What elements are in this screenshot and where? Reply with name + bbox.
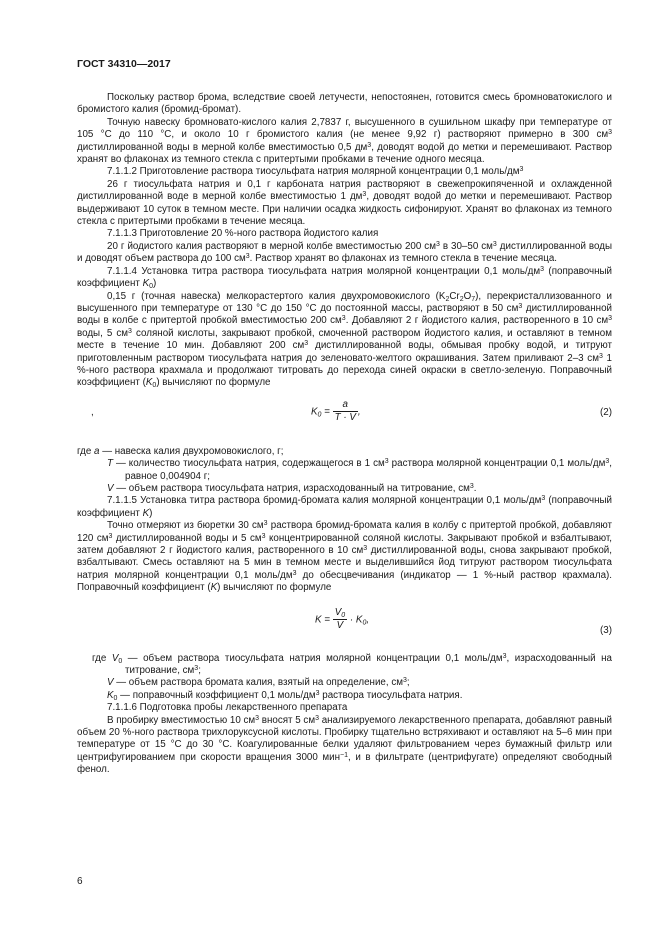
formula-2: , $K_0$ = $\frac{a}{T \cdot V}$ , (2) xyxy=(91,398,612,424)
section-7-1-1-3-title: 7.1.1.3 Приготовление 20 %-ного раствора йодистого калия xyxy=(107,228,379,240)
section-7-1-1-6-title: 7.1.1.6 Подготовка пробы лекарственного препарата xyxy=(107,702,348,714)
page-number: 6 xyxy=(77,876,83,887)
legend-v: V — объем раствора тиосульфата натрия, израсходованный на титрование, $см^3$. xyxy=(107,482,477,494)
legend-v-bromate: V — объем раствора бромата калия, взятый на определение, $см^3$; xyxy=(107,677,410,689)
document-body xyxy=(77,92,612,777)
standard-header: ГОСТ 34310—2017 xyxy=(77,58,171,70)
section-7-1-1-2-title: 7.1.1.2 Приготовление раствора тиосульфата натрия молярной концентрации 0,1 моль/$дм^3$ xyxy=(107,166,524,178)
formula-3-number: (3) xyxy=(600,624,612,636)
formula-2-number: (2) xyxy=(600,406,612,418)
paragraph-sample-prep: В пробирку вместимостью 10 $см^3$ вносят 5 $см^3$ анализируемого лекарственного препарата, добавляют равный объем 20 %-ного раствора трихлоруксусной кислоты. Пробирку тщательно встряхивают и оставляют на 5–6 мин при температуре от 15 °С до 30 °С. Коагулированные белки удаляют фильтрованием через бумажный фильтр или центрифугированием при скорости вращения 3000 мин$^{-1}$, и в фильтрате (центрифугате) определяют свободный фенол. xyxy=(77,714,613,776)
section-7-1-1-5-title: 7.1.1.5 Установка титра раствора бромид-бромата калия молярной концентрации 0,1 моль/$дм^3$ (поправочный коэффициент K) xyxy=(77,495,612,519)
paragraph-intro: Поскольку раствор брома, вследствие своей летучести, непостоянен, готовится смесь бромноватокислого и бромистого калия (бромид-бромат). xyxy=(77,92,612,116)
legend-a: где a — навеска калия двухромовокислого, г; xyxy=(77,445,284,457)
paragraph-thiosulfate: 26 г тиосульфата натрия и 0,1 г карбоната натрия растворяют в свежепрокипяченной и охлажденной дистиллированной воде в мерной колбе вместимостью 1 $дм^3$, доводят водой до метки и перемешивают. Раствор выдерживают 10 суток в темном месте. При наличии осадка жидкость сифонируют. Хранят во флаконах из темного стекла с притертыми пробками в течение месяца. xyxy=(77,178,612,228)
legend-t: T — количество тиосульфата натрия, содержащегося в 1 $см^3$ раствора молярной концентрации 0,1 моль/$дм^3$, равное 0,004904 г; xyxy=(107,458,612,482)
formula-3: K = $\frac{V_0}{V}$ · $K_0$, (3) xyxy=(315,606,612,636)
paragraph-potassium-iodide: 20 г йодистого калия растворяют в мерной колбе вместимостью 200 $см^3$ в 30–50 $см^3$ дистиллированной воды и доводят объем раствора до 100 $см^3$. Раствор хранят во флаконах из темного стекла в течение месяца. xyxy=(77,240,613,265)
legend-v0: где $V_0$ — объем раствора тиосульфата натрия молярной концентрации 0,1 моль/$дм^3$, израсходованный на титрование, $см^3$; xyxy=(92,652,612,677)
legend-k0: $K_0$ — поправочный коэффициент 0,1 моль/$дм^3$ раствора тиосульфата натрия. xyxy=(107,689,463,702)
paragraph-titration-dichromate: 0,15 г (точная навеска) мелкорастертого калия двухромовокислого $(K_2Cr_2O_7)$, перекристаллизованного и высушенного при температуре от 130 °С до 150 °С до постоянной массы, растворяют в 50 $см^3$ дистиллированной воды в колбе с притертой пробкой вместимостью 200 $см^3$. Добавляют 2 г йодистого калия, растворенного в 10 $см^3$ воды, 5 $см^3$ соляной кислоты, закрывают пробкой, смоченной раствором йодистого калия, и оставляют в темном месте в течение 10 мин. Добавляют 200 $см^3$ дистиллированной воды, обмывая пробку водой, и титруют приготовленным раствором тиосульфата натрия до зеленовато-желтого окрашивания. Затем приливают 2–3 $см^3$ 1 %-ного раствора крахмала и продолжают титровать до перехода синей окраски в светло-зеленую. Поправочный коэффициент $(K_0)$ вычисляют по формуле xyxy=(77,290,613,390)
section-7-1-1-4-title: 7.1.1.4 Установка титра раствора тиосульфата натрия молярной концентрации 0,1 моль/$дм^3$ (поправочный коэффициент $K_0$) xyxy=(77,265,613,291)
paragraph-bromide-bromate: Точную навеску бромновато-кислого калия 2,7837 г, высушенного в сушильном шкафу при температуре от 105 °С до 110 °С, и около 10 г бромистого калия (не менее 9,92 г) растворяют примерно в 300 $см^3$ дистиллированной воды в мерной колбе вместимостью 0,5 $дм^3$, доводят водой до метки и перемешивают. Раствор хранят во флаконах из темного стекла с притертыми пробками в течение одного месяца. xyxy=(77,116,613,166)
paragraph-titration-bromide: Точно отмеряют из бюретки 30 $см^3$ раствора бромид-бромата калия в колбу с притертой пробкой, добавляют 120 $см^3$ дистиллированной воды и 5 $см^3$ концентрированной соляной кислоты. Закрывают пробкой и взбалтывают, затем добавляют 2 г йодистого калия, растворенного в 10 $см^3$ дистиллированной воды, снова закрывают пробкой, взбалтывают. Смесь оставляют на 5 мин в темном месте и выделившийся йод титруют раствором тиосульфата натрия молярной концентрации 0,1 моль/$дм^3$ до обесцвечивания (индикатор — 1 %-ный раствор крахмала). Поправочный коэффициент (K) вычисляют по формуле xyxy=(77,520,612,594)
